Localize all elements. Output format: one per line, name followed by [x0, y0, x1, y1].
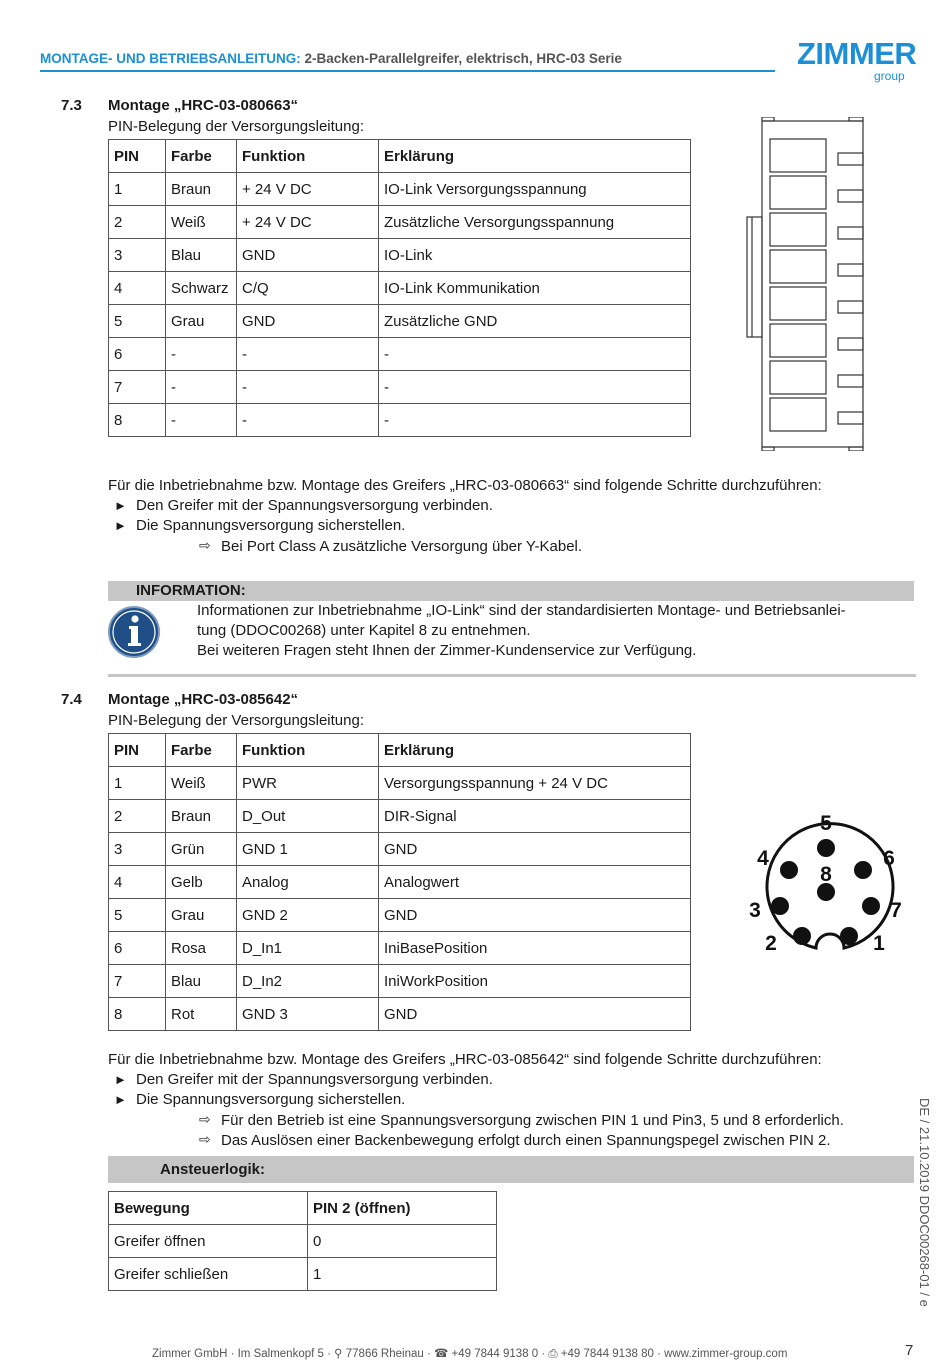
table-cell: D_Out — [237, 800, 379, 833]
table-cell: 7 — [109, 371, 166, 404]
table-row — [109, 965, 691, 998]
logic-table — [108, 1191, 497, 1291]
table-cell: GND — [379, 833, 691, 866]
table-cell: - — [379, 404, 691, 437]
table-cell: DIR-Signal — [379, 800, 691, 833]
table-cell: 8 — [109, 404, 166, 437]
table-cell: - — [166, 338, 237, 371]
table-cell: 3 — [109, 833, 166, 866]
info-text-line: Informationen zur Inbetriebnahme „IO-Link“ sind der standardisierten Montage- und Betriebsanlei- — [197, 602, 846, 619]
table-header-cell: Bewegung — [109, 1192, 308, 1225]
step-note: Bei Port Class A zusätzliche Versorgung über Y-Kabel. — [221, 538, 583, 555]
table-cell: Blau — [166, 239, 237, 272]
table-cell: 1 — [308, 1258, 497, 1291]
connector-slot — [770, 398, 826, 431]
round-connector-drawing — [745, 805, 915, 965]
table-cell: Zusätzliche GND — [379, 305, 691, 338]
pin-label: 6 — [883, 847, 895, 870]
table-cell: Zusätzliche Versorgungsspannung — [379, 206, 691, 239]
step-item: Den Greifer mit der Spannungsversorgung verbinden. — [136, 497, 493, 514]
table-row — [109, 305, 691, 338]
section-number: 7.4 — [61, 691, 82, 708]
table-cell: Versorgungsspannung + 24 V DC — [379, 767, 691, 800]
table-cell: - — [379, 371, 691, 404]
bullet-arrow-icon: ► — [114, 498, 127, 513]
phone-icon: ☎ — [434, 1348, 449, 1360]
table-cell: 1 — [109, 767, 166, 800]
connector-block-drawing — [745, 117, 870, 451]
table-cell: Rot — [166, 998, 237, 1031]
table-cell: - — [379, 338, 691, 371]
table-cell: Braun — [166, 800, 237, 833]
header-title-bold: MONTAGE- UND BETRIEBSANLEITUNG: — [40, 51, 301, 66]
table-row — [109, 338, 691, 371]
step-note: Das Auslösen einer Backenbewegung erfolgt durch einen Spannungspegel zwischen PIN 2. — [221, 1132, 831, 1149]
table-cell: 2 — [109, 206, 166, 239]
table-header-cell: PIN — [109, 140, 166, 173]
table-cell: IO-Link Kommunikation — [379, 272, 691, 305]
table-row — [109, 998, 691, 1031]
bullet-arrow-icon: ► — [114, 1072, 127, 1087]
table-row — [109, 800, 691, 833]
table-cell: 6 — [109, 932, 166, 965]
connector-tab — [838, 227, 863, 239]
section-subtitle: PIN-Belegung der Versorgungsleitung: — [108, 118, 364, 135]
table-cell: 8 — [109, 998, 166, 1031]
connector-slot — [770, 139, 826, 172]
table-cell: GND 1 — [237, 833, 379, 866]
table-cell: Rosa — [166, 932, 237, 965]
table-cell: 2 — [109, 800, 166, 833]
table-header-row — [109, 1192, 497, 1225]
zimmer-logo-sub: group — [874, 69, 905, 83]
table-row — [109, 767, 691, 800]
connector-tab — [838, 338, 863, 350]
hint-arrow-icon: ⇨ — [199, 537, 211, 553]
steps-intro: Für die Inbetriebnahme bzw. Montage des Greifers „HRC-03-080663“ sind folgende Schritte durchzuführen: — [108, 477, 822, 494]
location-pin-icon: ⚲ — [334, 1348, 343, 1360]
table-cell: IO-Link — [379, 239, 691, 272]
table-row — [109, 833, 691, 866]
connector-slot — [770, 361, 826, 394]
table-cell: Schwarz — [166, 272, 237, 305]
table-row — [109, 899, 691, 932]
table-cell: Braun — [166, 173, 237, 206]
table-cell: C/Q — [237, 272, 379, 305]
table-cell: IO-Link Versorgungsspannung — [379, 173, 691, 206]
bullet-arrow-icon: ► — [114, 518, 127, 533]
pin-table — [108, 139, 691, 437]
footer — [152, 1346, 787, 1361]
table-cell: Weiß — [166, 206, 237, 239]
table-cell: GND — [237, 305, 379, 338]
table-row — [109, 1258, 497, 1291]
table-cell: 4 — [109, 272, 166, 305]
step-item: Die Spannungsversorgung sicherstellen. — [136, 1091, 406, 1108]
table-header-cell: PIN — [109, 734, 166, 767]
section-title: Montage „HRC-03-085642“ — [108, 691, 299, 708]
connector-tab — [838, 153, 863, 165]
table-row — [109, 173, 691, 206]
header-title-rest: 2-Backen-Parallelgreifer, elektrisch, HRC-03 Serie — [300, 51, 622, 66]
table-cell: + 24 V DC — [237, 173, 379, 206]
table-cell: Analogwert — [379, 866, 691, 899]
table-cell: GND — [237, 239, 379, 272]
step-note: Für den Betrieb ist eine Spannungsversorgung zwischen PIN 1 und Pin3, 5 und 8 erforderlich. — [221, 1112, 844, 1129]
connector-tab — [838, 412, 863, 424]
table-cell: - — [237, 371, 379, 404]
table-cell: Weiß — [166, 767, 237, 800]
table-cell: GND 2 — [237, 899, 379, 932]
document-header-title — [40, 51, 622, 66]
table-cell: IniBasePosition — [379, 932, 691, 965]
table-header-row — [109, 734, 691, 767]
steps-intro: Für die Inbetriebnahme bzw. Montage des Greifers „HRC-03-085642“ sind folgende Schritte durchzuführen: — [108, 1051, 822, 1068]
info-bottom-rule — [108, 674, 916, 677]
info-label: INFORMATION: — [136, 582, 246, 599]
table-cell: Grau — [166, 305, 237, 338]
bullet-arrow-icon: ► — [114, 1092, 127, 1107]
hint-arrow-icon: ⇨ — [199, 1131, 211, 1147]
table-row — [109, 866, 691, 899]
table-row — [109, 404, 691, 437]
table-cell: - — [166, 371, 237, 404]
connector-tab — [838, 190, 863, 202]
footer-phone: +49 7844 9138 0 · — [448, 1348, 549, 1360]
connector-slot — [770, 213, 826, 246]
table-cell: GND — [379, 899, 691, 932]
footer-company: Zimmer GmbH · Im Salmenkopf 5 · — [152, 1348, 335, 1360]
footer-city: 77866 Rheinau · — [342, 1348, 434, 1360]
table-header-cell: Funktion — [237, 734, 379, 767]
pin-label: 4 — [757, 847, 769, 870]
connector-slot — [770, 250, 826, 283]
table-cell: D_In2 — [237, 965, 379, 998]
section-title: Montage „HRC-03-080663“ — [108, 97, 299, 114]
table-cell: 0 — [308, 1225, 497, 1258]
table-cell: Greifer schließen — [109, 1258, 308, 1291]
step-item: Die Spannungsversorgung sicherstellen. — [136, 517, 406, 534]
pin-table — [108, 733, 691, 1031]
table-cell: GND 3 — [237, 998, 379, 1031]
page-number: 7 — [905, 1342, 914, 1359]
table-cell: Gelb — [166, 866, 237, 899]
pin-label: 1 — [873, 932, 885, 955]
connector-slot — [770, 176, 826, 209]
table-cell: IniWorkPosition — [379, 965, 691, 998]
table-cell: 3 — [109, 239, 166, 272]
table-cell: PWR — [237, 767, 379, 800]
table-row — [109, 206, 691, 239]
table-row — [109, 932, 691, 965]
info-icon — [107, 604, 161, 660]
table-cell: 5 — [109, 305, 166, 338]
step-item: Den Greifer mit der Spannungsversorgung verbinden. — [136, 1071, 493, 1088]
table-row — [109, 1225, 497, 1258]
pin-label: 5 — [820, 812, 832, 835]
section-subtitle: PIN-Belegung der Versorgungsleitung: — [108, 712, 364, 729]
connector-tab — [838, 301, 863, 313]
table-header-cell: PIN 2 (öffnen) — [308, 1192, 497, 1225]
table-cell: - — [237, 338, 379, 371]
table-cell: 4 — [109, 866, 166, 899]
connector-slot — [770, 324, 826, 357]
table-cell: - — [237, 404, 379, 437]
header-rule — [40, 70, 775, 72]
table-cell: Analog — [237, 866, 379, 899]
connector-slot — [770, 287, 826, 320]
connector-tab — [838, 264, 863, 276]
info-text-line: tung (DDOC00268) unter Kapitel 8 zu entnehmen. — [197, 622, 531, 639]
connector-tab — [838, 375, 863, 387]
table-cell: 7 — [109, 965, 166, 998]
document-revision-text: DE / 21.10.2019 DDOC00268-01 / e — [917, 1098, 932, 1307]
pin-label: 2 — [765, 932, 777, 955]
table-row — [109, 272, 691, 305]
table-header-cell: Funktion — [237, 140, 379, 173]
pin-label: 7 — [890, 899, 902, 922]
table-cell: 1 — [109, 173, 166, 206]
table-header-cell: Erklärung — [379, 140, 691, 173]
fax-icon: ⎙ — [548, 1348, 558, 1360]
table-row — [109, 371, 691, 404]
pin-label: 8 — [820, 863, 832, 886]
table-header-cell: Erklärung — [379, 734, 691, 767]
table-row — [109, 239, 691, 272]
table-cell: 5 — [109, 899, 166, 932]
pin-label: 3 — [749, 899, 761, 922]
table-cell: - — [166, 404, 237, 437]
table-header-cell: Farbe — [166, 140, 237, 173]
zimmer-logo: ZIMMER — [797, 36, 917, 71]
table-cell: GND — [379, 998, 691, 1031]
table-header-cell: Farbe — [166, 734, 237, 767]
logic-label: Ansteuerlogik: — [160, 1161, 266, 1178]
table-cell: + 24 V DC — [237, 206, 379, 239]
table-cell: Grau — [166, 899, 237, 932]
table-cell: Blau — [166, 965, 237, 998]
table-header-row — [109, 140, 691, 173]
info-text-line: Bei weiteren Fragen steht Ihnen der Zimmer-Kundenservice zur Verfügung. — [197, 642, 697, 659]
table-cell: Grün — [166, 833, 237, 866]
section-number: 7.3 — [61, 97, 82, 114]
hint-arrow-icon: ⇨ — [199, 1111, 211, 1127]
table-cell: 6 — [109, 338, 166, 371]
footer-fax: +49 7844 9138 80 · www.zimmer-group.com — [557, 1348, 788, 1360]
table-cell: D_In1 — [237, 932, 379, 965]
table-cell: Greifer öffnen — [109, 1225, 308, 1258]
